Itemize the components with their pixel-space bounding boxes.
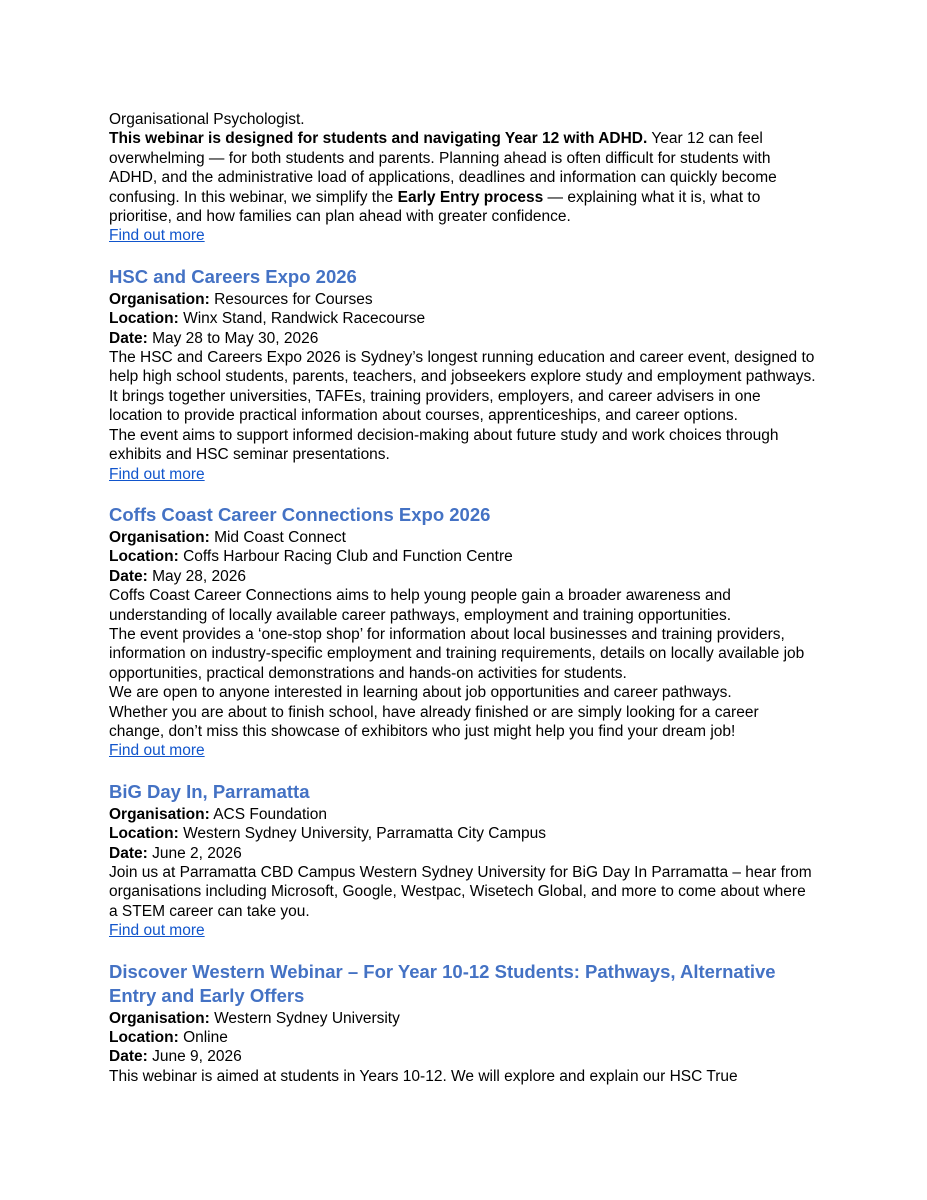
find-out-more-link[interactable]: Find out more xyxy=(109,227,205,245)
meta-value: ACS Foundation xyxy=(213,805,327,823)
event-paragraph: The event provides a ‘one-stop shop’ for information about local businesses and training providers, information on industry-specific employment and training requirements, details on locally available job opportunities, practical demonstrations and hands-on activities for students. xyxy=(109,625,805,682)
find-out-more-link[interactable]: Find out more xyxy=(109,742,205,760)
meta-label: Organisation: xyxy=(109,528,210,546)
event-paragraph: The event aims to support informed decision-making about future study and work choices through exhibits and HSC seminar presentations. xyxy=(109,426,779,464)
meta-value: Resources for Courses xyxy=(214,290,373,308)
event-link-line xyxy=(109,921,818,940)
event-paragraph: We are open to anyone interested in learning about job opportunities and career pathways. xyxy=(109,684,732,702)
event-link-line xyxy=(109,465,818,484)
event-section-discover-western-webinar xyxy=(109,960,818,1087)
event-link-line xyxy=(109,741,818,760)
event-location-line xyxy=(109,547,818,566)
event-location-line xyxy=(109,309,818,328)
event-organisation-line xyxy=(109,528,818,547)
event-paragraph: Coffs Coast Career Connections aims to help young people gain a broader awareness and understanding of locally available career pathways, employment and training opportunities. xyxy=(109,587,732,624)
intro-paragraph xyxy=(109,129,818,226)
meta-value: May 28 to May 30, 2026 xyxy=(152,329,319,347)
event-date-line xyxy=(109,1047,818,1066)
event-organisation-line xyxy=(109,1009,818,1028)
event-paragraph: The HSC and Careers Expo 2026 is Sydney’s longest running education and career event, designed to help high school students, parents, teachers, and jobseekers explore study and employment pathways. It brings together universities, TAFEs, training providers, employers, and career advisers in one location to provide practical information about courses, apprenticeships, and career options. xyxy=(109,349,816,425)
event-paragraph: Whether you are about to finish school, have already finished or are simply looking for a career change, don’t miss this showcase of exhibitors who just might help you find your dream job! xyxy=(109,703,759,740)
meta-value: Winx Stand, Randwick Racecourse xyxy=(183,310,426,328)
meta-value: Western Sydney University, Parramatta City Campus xyxy=(183,825,546,843)
event-date-line xyxy=(109,329,818,348)
meta-label: Location: xyxy=(109,825,179,843)
event-title: Discover Western Webinar – For Year 10-12 Students: Pathways, Alternative Entry and Early Offers xyxy=(109,960,776,1006)
event-paragraph: Join us at Parramatta CBD Campus Western Sydney University for BiG Day In Parramatta – hear from organisations including Microsoft, Google, Westpac, Wisetech Global, and more to come about where a STEM career can take you. xyxy=(109,864,812,920)
event-date-line xyxy=(109,844,818,863)
meta-value: Mid Coast Connect xyxy=(214,528,346,546)
event-location-line xyxy=(109,1028,818,1047)
meta-label: Organisation: xyxy=(109,805,210,823)
find-out-more-link[interactable]: Find out more xyxy=(109,922,205,940)
event-organisation-line xyxy=(109,290,818,309)
meta-value: May 28, 2026 xyxy=(152,567,247,585)
meta-label: Organisation: xyxy=(109,1009,210,1027)
event-paragraph: This webinar is aimed at students in Years 10-12. We will explore and explain our HSC True xyxy=(109,1067,738,1085)
intro-text-tail: — explaining what it is, what to prioritise, and how families can plan ahead with greater confidence. xyxy=(109,188,761,226)
intro-text-after-bold: Year 12 can feel overwhelming — for both students and parents. Planning ahead is often difficult for students with ADHD, and the administrative load of applications, deadlines and information can quickly become confusing. In this webinar, we simplify the xyxy=(109,130,777,206)
meta-value: Coffs Harbour Racing Club and Function Centre xyxy=(183,548,513,566)
meta-value: Western Sydney University xyxy=(214,1009,400,1027)
event-location-line xyxy=(109,824,818,843)
event-organisation-line xyxy=(109,805,818,824)
meta-label: Organisation: xyxy=(109,290,210,308)
intro-section xyxy=(109,110,818,246)
intro-tail-line: Organisational Psychologist. xyxy=(109,111,305,128)
event-section-coffs-coast-expo xyxy=(109,503,818,761)
find-out-more-link[interactable]: Find out more xyxy=(109,465,205,483)
event-date-line xyxy=(109,567,818,586)
meta-value: June 9, 2026 xyxy=(152,1048,242,1066)
meta-label: Date: xyxy=(109,844,148,862)
meta-label: Location: xyxy=(109,1029,179,1047)
intro-link-line xyxy=(109,226,818,245)
event-title: Coffs Coast Career Connections Expo 2026 xyxy=(109,503,491,525)
meta-value: June 2, 2026 xyxy=(152,844,242,862)
intro-bold-lead: This webinar is designed for students and navigating Year 12 with ADHD. xyxy=(109,130,648,148)
meta-label: Date: xyxy=(109,567,148,585)
event-title: HSC and Careers Expo 2026 xyxy=(109,265,357,287)
meta-label: Location: xyxy=(109,548,179,566)
event-title: BiG Day In, Parramatta xyxy=(109,780,310,802)
meta-value: Online xyxy=(183,1029,228,1047)
event-section-hsc-careers-expo xyxy=(109,265,818,484)
event-section-big-day-in xyxy=(109,780,818,941)
meta-label: Location: xyxy=(109,310,179,328)
meta-label: Date: xyxy=(109,1048,148,1066)
meta-label: Date: xyxy=(109,329,148,347)
intro-bold-inline: Early Entry process xyxy=(397,188,544,206)
